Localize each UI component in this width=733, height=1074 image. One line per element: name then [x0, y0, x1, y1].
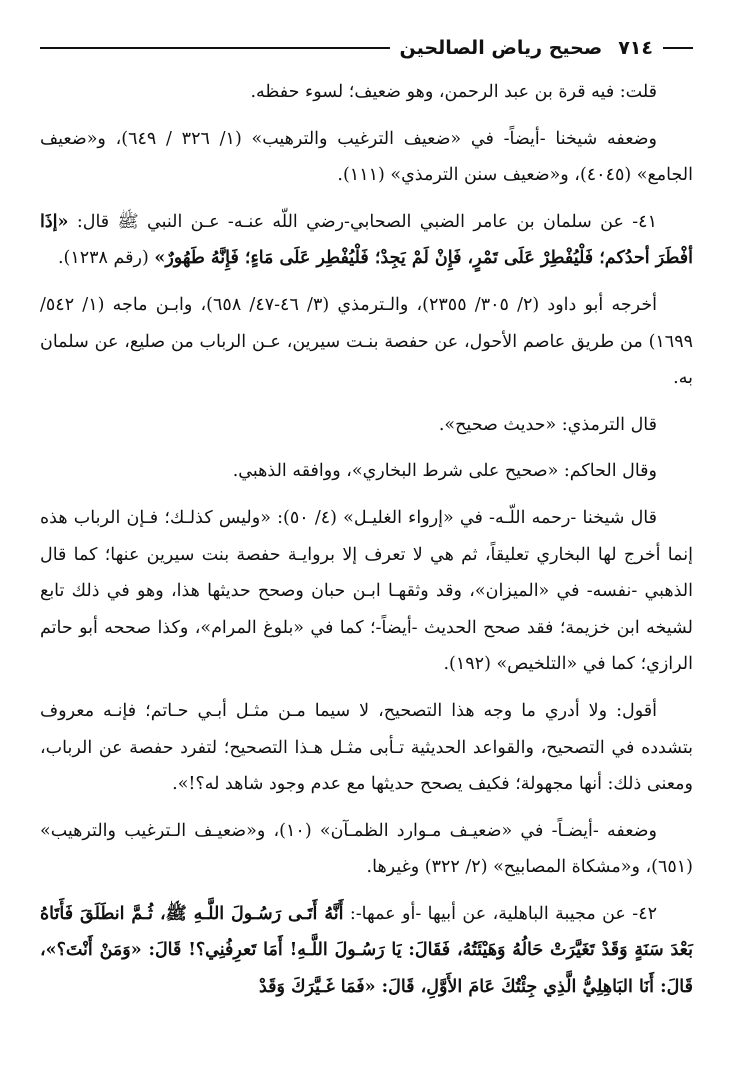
paragraph-weakness-note: قلت: فيه قرة بن عبد الرحمن، وهو ضعيف؛ لسوء حفظه.: [250, 82, 657, 102]
hadith-42-text: أَنَّهُ أَتَـى رَسُـولَ اللَّـهِ ﷺ، ثُـمَّ انطَلَقَ فَأَتَاهُ بَعْدَ سَنَةٍ وَقَدْ تَغَيَّرَتْ حَالُهُ وَهَيْئَتُهُ، فَقَالَ: يَا رَسُـولَ اللَّـهِ! أَمَا تَعرِفُنِي؟! قَالَ: «وَمَنْ أَنْتَ؟»، قَالَ: أَنَا البَاهِلِيُّ الَّذِي جِئْتُكَ عَامَ الأَوَّلِ، قَالَ: «فَمَا غَـيَّرَكَ وَقَدْ: [40, 903, 693, 998]
hadith-41-ref: (رقم ١٢٣٨).: [57, 248, 149, 269]
book-title: صحيح رياض الصالحين: [399, 37, 603, 59]
paragraph-hadith-41: [40, 204, 693, 277]
paragraph-irwa-quote: قال شيخنا -رحمه اللّـه- في «إرواء الغليـل» (٤/ ٥٠): «وليس كذلـك؛ فـإن الرباب هذه إنما أخرج لها البخاري تعليقاً، ثم هي لا تعرف إلا بروايـة حفصة بنت سيرين عنها؛ كما قال الذهبي -نفسه- في «الميزان»، وقد وثقهـا ابـن حبان وصحح حديثها هذا، وهو في ذلك تابع لشيخه ابن خزيمة؛ فقد صحح الحديث -أيضاً-؛ كما في «بلوغ المرام»، وكذا صححه أبو حاتم الرازي؛ كما في «التلخيص» (١٩٢).: [40, 507, 693, 675]
paragraph-tirmidhi: قال الترمذي: «حديث صحيح».: [438, 414, 657, 435]
paragraph-weakened-also: وضعفه -أيضـاً- في «ضعيـف مـوارد الظمـآن» (١٠)، و«ضعيـف الـترغيب والترهيب» (٦٥١)، و«مشكاة المصابيح» (٢/ ٣٢٢) وغيرها.: [40, 820, 693, 878]
page-body: [40, 74, 693, 1016]
hadith-42-intro: ٤٢- عن مجيبة الباهلية، عن أبيها -أو عمها-:: [349, 903, 657, 924]
paragraph-weakened-refs: وضعفه شيخنا -أيضاً- في «ضعيف الترغيب والترهيب» (١/ ٣٢٦ / ٦٤٩)، و«ضعيف الجامع» (٤٠٤٥)، و«ضعيف سنن الترمذي» (١١١).: [40, 128, 693, 186]
paragraph-hadith-42: [40, 896, 693, 1006]
paragraph-takhrij: أخرجه أبو داود (٢/ ٣٠٥/ ٢٣٥٥)، والـترمذي (٣/ ٤٦-٤٧/ ٦٥٨)، وابـن ماجه (١/ ٥٤٢/ ١٦٩٩) من طريق عاصم الأحول، عن حفصة بنـت سيرين، عـن الرباب من صليع، عن سلمان به.: [40, 294, 693, 389]
paragraph-hakim: وقال الحاكم: «صحيح على شرط البخاري»، ووافقه الذهبي.: [232, 461, 657, 482]
paragraph-aqul: أقول: ولا أدري ما وجه هذا التصحيح، لا سيما مـن مثـل أبـي حـاتم؛ فإنـه معروف بتشدده في التصحيح، والقواعد الحديثية تـأبى مثـل هـذا التصحيح؛ لتفرد حفصة عن الرباب، ومعنى ذلك: أنها مجهولة؛ فكيف يصحح حديثها مع عدم وجود شاهد له؟!».: [40, 700, 693, 795]
page-number: ٧١٤: [618, 37, 653, 59]
hadith-41-text: «إذَا أفْطَرَ أحدُكم؛ فَلْيُفْطِرْ عَلَى تَمْرٍ، فَإِنْ لَمْ يَجِدْ؛ فَلْيُفْطِر عَلَى مَاءٍ؛ فَإِنَّهُ طَهُورٌ»: [40, 211, 693, 269]
header-label: [390, 34, 663, 62]
hadith-41-intro: ٤١- عن سلمان بن عامر الضبي الصحابي-رضي اللّه عنـه- عـن النبي ﷺ قال:: [76, 211, 657, 232]
page-header: [40, 34, 693, 62]
